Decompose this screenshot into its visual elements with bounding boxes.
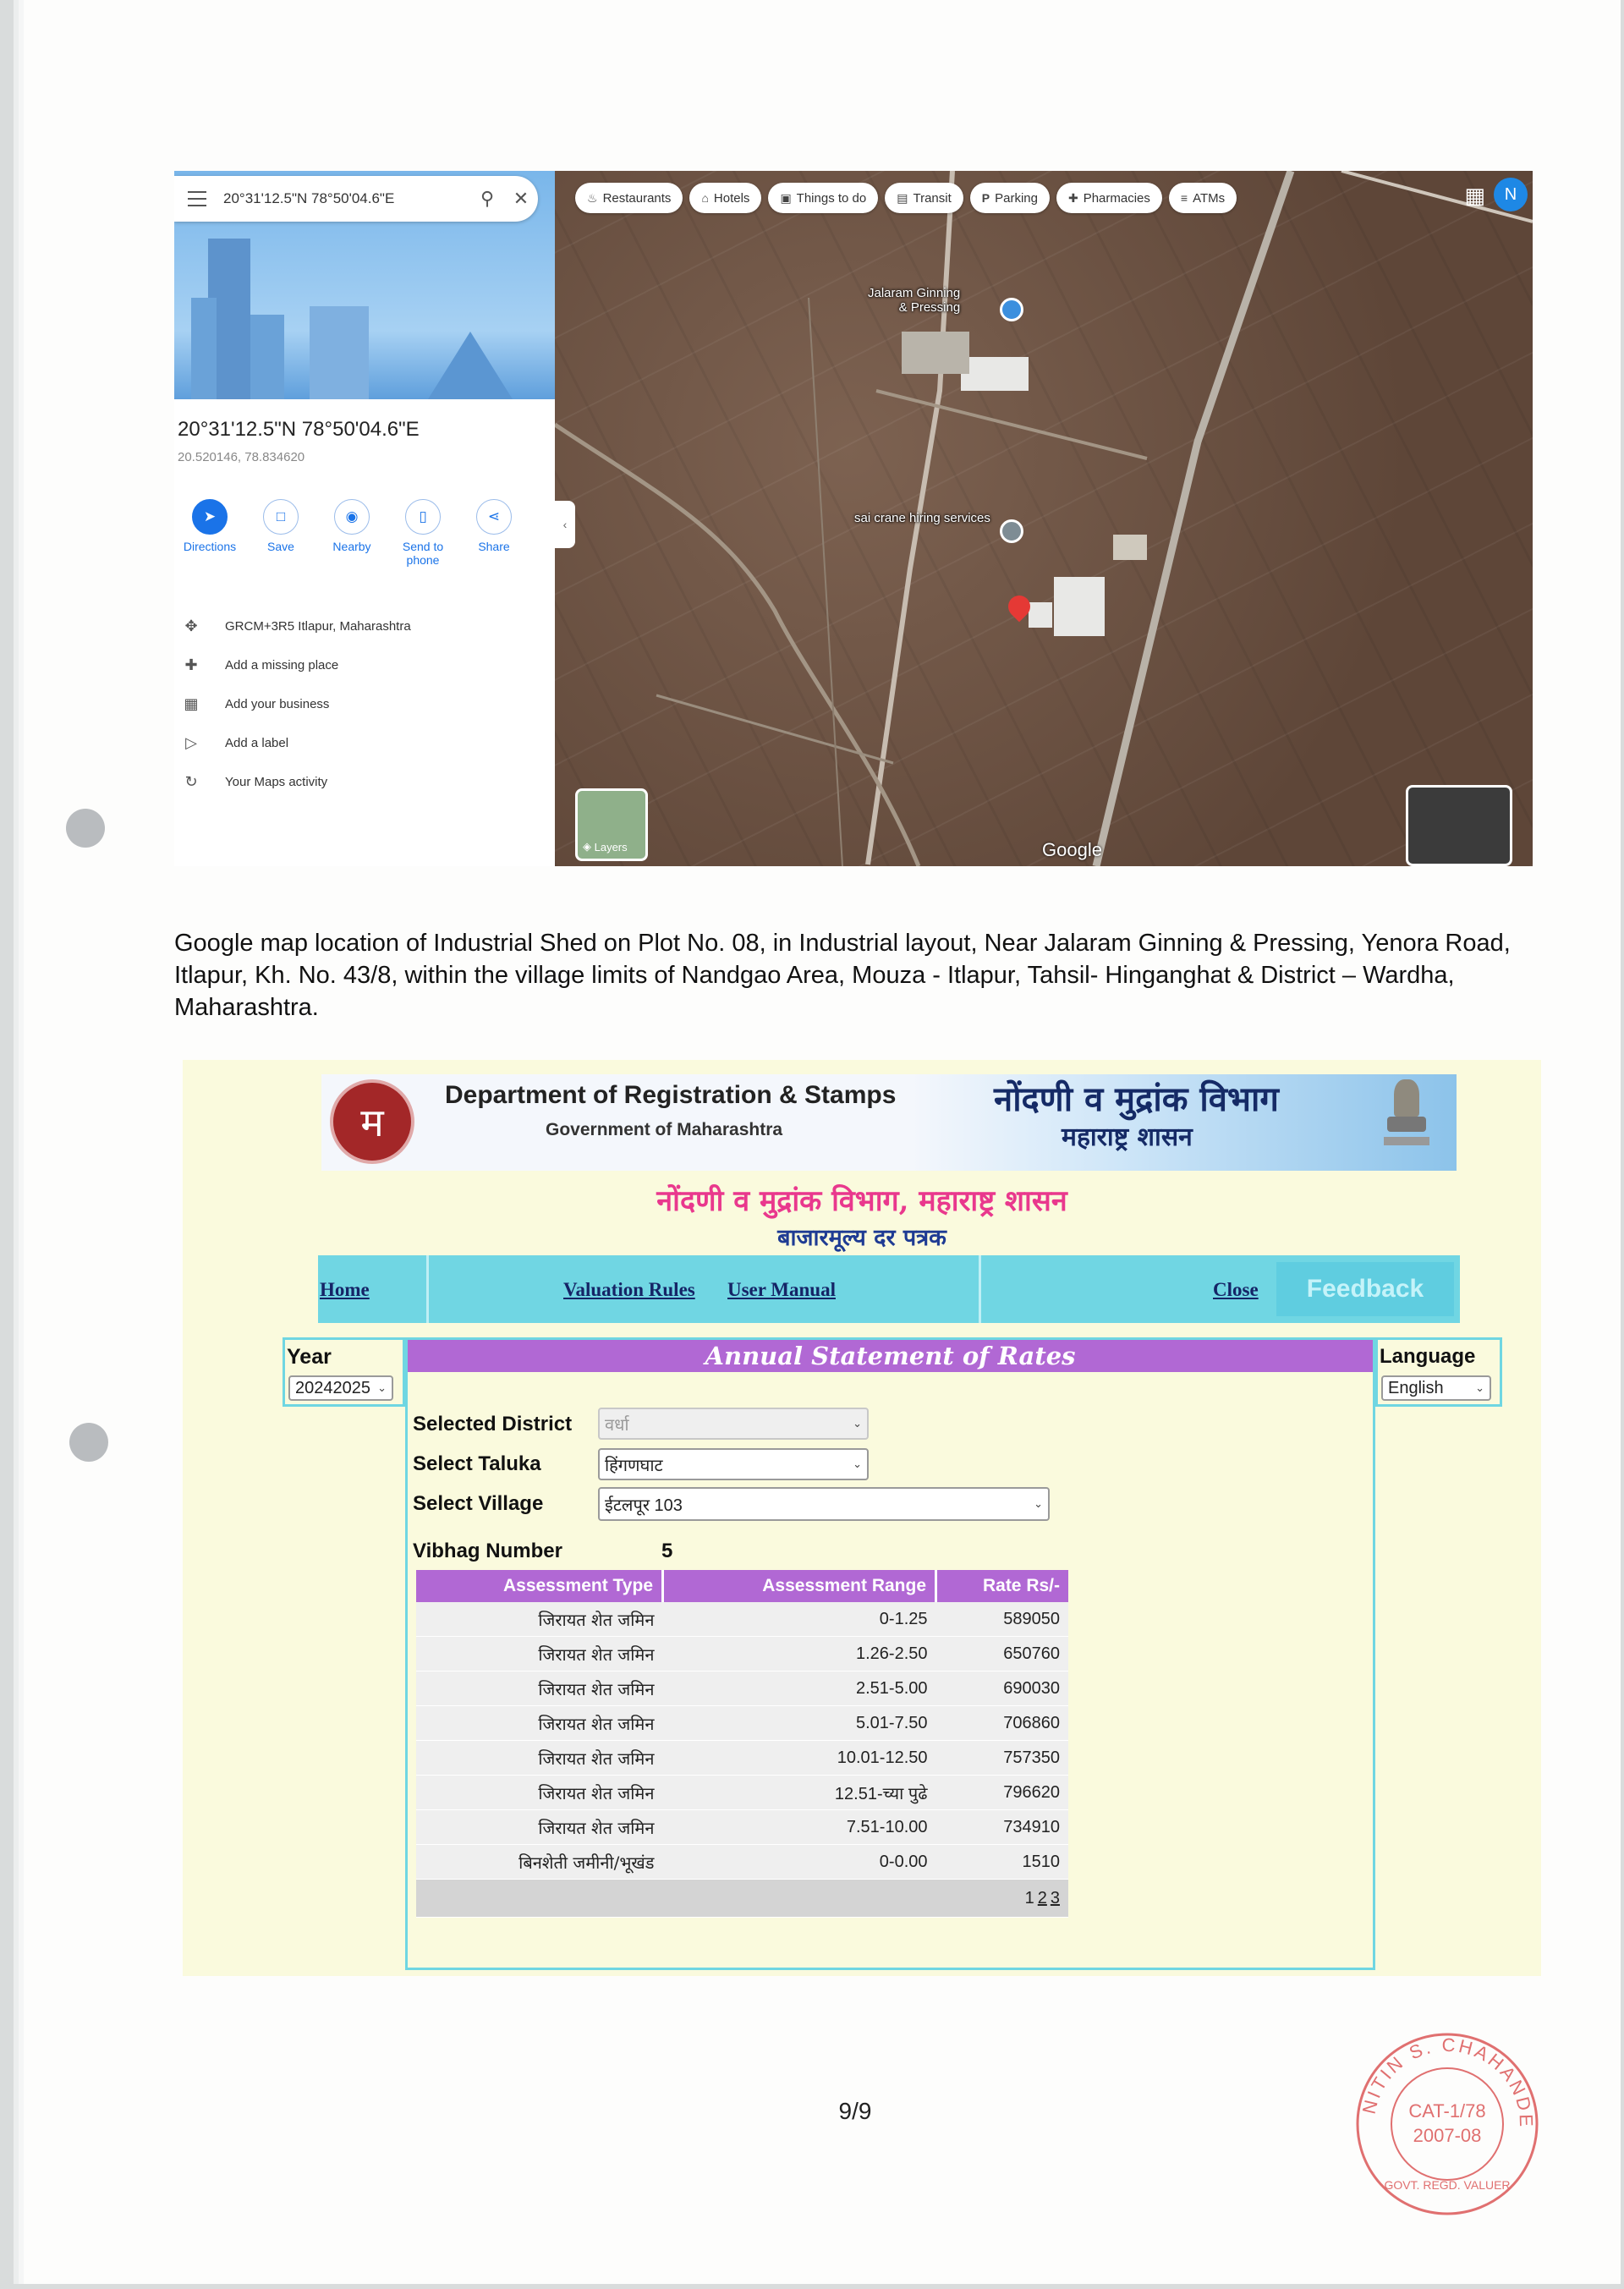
language-select-value: English <box>1388 1378 1444 1397</box>
chip-label: Pharmacies <box>1083 190 1150 206</box>
chip-pharmacies[interactable] <box>1056 183 1162 213</box>
punch-hole <box>69 1423 108 1462</box>
cell-type: जिरायत शेत जमिन <box>416 1741 663 1776</box>
add-missing-place-row[interactable] <box>174 645 555 684</box>
cell-range: 1.26-2.50 <box>663 1637 936 1671</box>
search-input[interactable]: 20°31'12.5"N 78°50'04.6"E <box>223 190 395 206</box>
chip-label: Things to do <box>796 190 867 206</box>
search-icon[interactable]: ⚲ <box>480 188 495 209</box>
district-label: Selected District <box>413 1413 573 1435</box>
chevron-down-icon: ⌄ <box>853 1457 862 1470</box>
collapse-panel-button[interactable]: ‹ <box>555 501 575 548</box>
table-row <box>416 1776 1068 1810</box>
language-select[interactable] <box>1381 1375 1491 1401</box>
igr-page-subtitle: बाजारमूल्य दर पत्रक <box>777 1225 946 1251</box>
year-select-value: 20242025 <box>295 1378 370 1397</box>
punch-hole <box>66 809 105 848</box>
share-icon: ⋖ <box>476 499 512 535</box>
stamp-ring-bottom: GOVT. REGD. VALUER <box>1384 2178 1511 2192</box>
map-caption: Google map location of Industrial Shed on Plot No. 08, in Industrial layout, Near Jalaram Ginning & Pressing, Yenora Road, Itlapur, Kh. No. 43/8, within the village limits of Nandgao Area, Mouza - Itlapur, Tahsil- Hinganghat & District – Wardha, Maharashtra. <box>174 930 1511 1021</box>
cell-rate: 1510 <box>936 1845 1069 1880</box>
atm-icon: ≡ <box>1180 191 1188 205</box>
page-2-link[interactable]: 2 <box>1037 1888 1047 1908</box>
place-coordinates: 20.520146, 78.834620 <box>178 450 305 464</box>
table-row <box>416 1637 1068 1671</box>
page-3-link[interactable]: 3 <box>1050 1888 1060 1908</box>
chip-things-to-do[interactable] <box>768 183 878 213</box>
cell-range: 10.01-12.50 <box>663 1741 936 1776</box>
cell-range: 2.51-5.00 <box>663 1671 936 1706</box>
chip-label: Restaurants <box>602 190 672 206</box>
year-panel <box>283 1337 405 1407</box>
map-building <box>1113 535 1147 560</box>
label-icon: ▷ <box>185 733 197 751</box>
add-missing-place-label: Add a missing place <box>225 657 339 672</box>
directions-label: Directions <box>183 540 237 553</box>
satellite-map[interactable] <box>555 171 1533 866</box>
cell-type: जिरायत शेत जमिन <box>416 1706 663 1741</box>
map-building <box>902 332 969 374</box>
nav-valuation-rules-link[interactable]: Valuation Rules <box>563 1279 695 1300</box>
chip-atms[interactable] <box>1169 183 1237 213</box>
igr-page-title: नोंदणी व मुद्रांक विभाग, महाराष्ट्र शासन <box>656 1184 1067 1218</box>
nav-bar <box>318 1255 1460 1323</box>
chevron-down-icon: ⌄ <box>1475 1381 1484 1394</box>
language-label: Language <box>1380 1345 1476 1368</box>
pagination-row <box>416 1880 1068 1918</box>
add-label-row[interactable] <box>174 723 555 762</box>
google-maps-screenshot <box>174 171 1533 866</box>
chip-restaurants[interactable] <box>575 183 683 213</box>
layers-button[interactable] <box>575 788 648 861</box>
apps-grid-icon[interactable]: ▦ <box>1464 183 1485 208</box>
cell-type: जिरायत शेत जमिन <box>416 1637 663 1671</box>
dept-name-marathi: नोंदणी व मुद्रांक विभाग <box>994 1080 1279 1119</box>
map-building <box>1029 602 1052 628</box>
bookmark-icon: □ <box>263 499 299 535</box>
table-header-row <box>416 1570 1068 1602</box>
maps-side-panel <box>174 171 555 866</box>
cell-rate: 757350 <box>936 1741 1069 1776</box>
cell-range: 7.51-10.00 <box>663 1810 936 1845</box>
send-to-phone-label: Send to phone <box>402 540 444 567</box>
share-button[interactable] <box>458 499 529 567</box>
vibhag-label: Vibhag Number <box>413 1540 562 1562</box>
col-assessment-type: Assessment Type <box>416 1570 663 1602</box>
parking-icon: P <box>981 191 990 205</box>
hotel-icon: ⌂ <box>701 191 709 205</box>
place-marker-icon[interactable] <box>1000 298 1023 321</box>
cell-type: बिनशेती जमीनी/भूखंड <box>416 1845 663 1880</box>
chip-label: Hotels <box>713 190 750 206</box>
place-marker-icon[interactable] <box>1000 519 1023 543</box>
page-1: 1 <box>1024 1888 1034 1908</box>
chip-label: Parking <box>995 190 1038 206</box>
street-view-thumbnail[interactable] <box>1406 785 1512 866</box>
chip-label: ATMs <box>1193 190 1226 206</box>
table-row <box>416 1845 1068 1880</box>
share-label: Share <box>478 540 510 553</box>
cell-rate: 589050 <box>936 1602 1069 1637</box>
add-business-row[interactable] <box>174 684 555 723</box>
save-button[interactable] <box>245 499 316 567</box>
phone-icon: ▯ <box>405 499 441 535</box>
place-details-list <box>174 607 555 801</box>
gov-name-marathi: महाराष्ट्र शासन <box>1062 1123 1193 1152</box>
nearby-button[interactable] <box>316 499 387 567</box>
stamp-cat: CAT-1/78 <box>1408 2100 1486 2122</box>
cell-rate: 650760 <box>936 1637 1069 1671</box>
cell-range: 12.51-च्या पुढे <box>663 1776 936 1810</box>
document-page <box>14 0 1621 2284</box>
chip-parking[interactable] <box>970 183 1050 213</box>
bus-icon: ▤ <box>897 190 908 205</box>
directions-button[interactable] <box>174 499 245 567</box>
google-logo: Google <box>1042 839 1102 860</box>
search-box[interactable] <box>174 176 538 222</box>
rates-panel <box>405 1337 1375 1970</box>
feedback-button[interactable]: Feedback <box>1276 1262 1454 1316</box>
cell-rate: 734910 <box>936 1810 1069 1845</box>
village-label: Select Village <box>413 1492 544 1515</box>
cell-type: जिरायत शेत जमिन <box>416 1810 663 1845</box>
chip-label: Transit <box>913 190 952 206</box>
stamp-ring-name: NITIN S. CHAHANDE <box>1358 2034 1538 2130</box>
chevron-down-icon: ⌄ <box>377 1381 387 1394</box>
cell-type: जिरायत शेत जमिन <box>416 1671 663 1706</box>
close-icon[interactable]: ✕ <box>513 188 529 209</box>
pharmacy-icon: ✚ <box>1067 190 1078 205</box>
village-select-value: ईटलपूर 103 <box>605 1496 683 1515</box>
send-to-phone-button[interactable] <box>387 499 458 567</box>
table-row <box>416 1810 1068 1845</box>
map-building <box>961 357 1029 391</box>
taluka-select-value: हिंगणघाट <box>605 1456 663 1475</box>
menu-icon[interactable] <box>188 191 206 206</box>
account-avatar[interactable]: N <box>1494 178 1528 211</box>
place-title: 20°31'12.5"N 78°50'04.6"E <box>178 418 420 441</box>
plus-code-label: GRCM+3R5 Itlapur, Maharashtra <box>225 618 411 634</box>
add-business-label: Add your business <box>225 696 330 711</box>
add-place-icon: ✚ <box>184 656 198 673</box>
taluka-select[interactable] <box>598 1448 869 1480</box>
year-label: Year <box>287 1345 332 1369</box>
place-label-jalaram[interactable]: Jalaram Ginning & Pressing <box>868 286 961 315</box>
maps-activity-row[interactable] <box>174 762 555 801</box>
language-panel <box>1375 1337 1502 1407</box>
vibhag-value: 5 <box>661 1540 673 1562</box>
cell-rate: 706860 <box>936 1706 1069 1741</box>
cell-rate: 690030 <box>936 1671 1069 1706</box>
district-select-value: वर्धा <box>605 1415 629 1435</box>
maps-activity-label: Your Maps activity <box>225 774 328 789</box>
table-row <box>416 1602 1068 1637</box>
stamp-year: 2007-08 <box>1413 2125 1482 2146</box>
igr-logo: म <box>330 1079 414 1164</box>
history-icon: ↻ <box>184 772 198 790</box>
store-icon: ▦ <box>184 694 199 712</box>
table-row <box>416 1706 1068 1741</box>
table-row <box>416 1671 1068 1706</box>
place-label-sai-crane[interactable]: sai crane hiring services <box>854 511 990 525</box>
directions-icon: ➤ <box>192 499 228 535</box>
table-row <box>416 1741 1068 1776</box>
district-select[interactable] <box>598 1408 869 1440</box>
plus-code-row[interactable] <box>174 607 555 645</box>
col-rate: Rate Rs/- <box>936 1570 1069 1602</box>
gov-name-english: Government of Maharashtra <box>546 1120 783 1139</box>
col-assessment-range: Assessment Range <box>663 1570 936 1602</box>
nearby-icon: ◉ <box>334 499 370 535</box>
plus-code-icon: ✥ <box>184 617 198 634</box>
chip-transit[interactable] <box>885 183 963 213</box>
igr-rates-screenshot <box>183 1060 1541 1976</box>
nav-close-link[interactable]: Close <box>1213 1279 1259 1300</box>
page-number: 9/9 <box>838 2098 872 2124</box>
add-label-label: Add a label <box>225 735 289 750</box>
nearby-label: Nearby <box>332 540 371 553</box>
cell-range: 5.01-7.50 <box>663 1706 936 1741</box>
category-chips <box>575 183 1237 213</box>
rates-panel-title: Annual Statement of Rates <box>408 1340 1373 1372</box>
igr-banner <box>321 1074 1457 1171</box>
camera-icon: ▣ <box>780 190 792 205</box>
save-label: Save <box>267 540 294 553</box>
cell-type: जिरायत शेत जमिन <box>416 1602 663 1637</box>
dept-name-english: Department of Registration & Stamps <box>445 1081 897 1109</box>
nav-home-link[interactable]: Home <box>320 1279 370 1300</box>
cell-range: 0-1.25 <box>663 1602 936 1637</box>
rates-table <box>416 1570 1068 1918</box>
state-emblem-icon <box>1380 1078 1433 1162</box>
cell-rate: 796620 <box>936 1776 1069 1810</box>
chevron-down-icon: ⌄ <box>1034 1497 1043 1510</box>
restaurant-icon: ♨ <box>587 190 598 205</box>
map-building <box>1054 577 1105 636</box>
chevron-down-icon: ⌄ <box>853 1417 862 1430</box>
layers-icon: ◈ <box>583 840 595 853</box>
cell-range: 0-0.00 <box>663 1845 936 1880</box>
layers-label: Layers <box>594 841 628 854</box>
map-roads <box>555 171 1533 866</box>
pagination-cell <box>416 1880 1068 1918</box>
taluka-label: Select Taluka <box>413 1452 541 1475</box>
cell-type: जिरायत शेत जमिन <box>416 1776 663 1810</box>
valuer-stamp <box>1353 2030 1541 2218</box>
village-select[interactable] <box>598 1487 1050 1521</box>
chip-hotels[interactable] <box>689 183 761 213</box>
nav-user-manual-link[interactable]: User Manual <box>727 1279 836 1300</box>
year-select[interactable] <box>288 1375 393 1401</box>
place-actions <box>174 499 555 567</box>
